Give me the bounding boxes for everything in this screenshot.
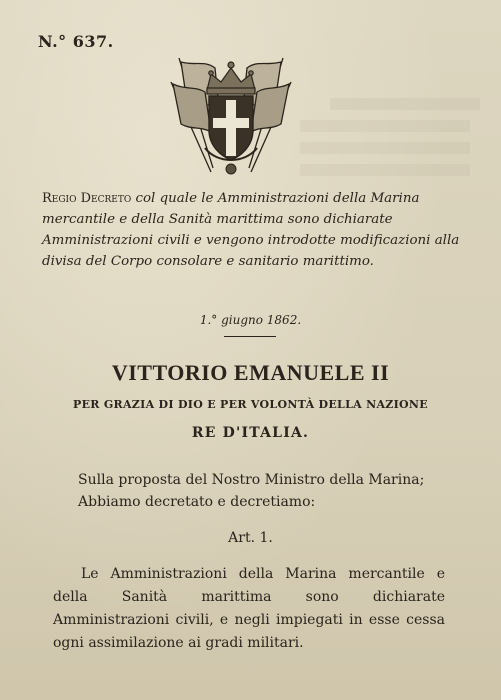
king-title: RE D'ITALIA.	[191, 425, 310, 441]
bleed-through-mark	[330, 98, 480, 110]
bleed-through-mark	[300, 142, 470, 154]
article-text: Le Amministrazioni della Marina mercantile e della Sanità marittima sono dichiarate Amministrazioni civili, e negli impiegati in esse cessa ogni assimilazione ai gradi militari.	[53, 566, 445, 651]
article-heading: Art. 1.	[228, 530, 273, 546]
decree-type-label: Regio Decreto	[42, 191, 132, 206]
bleed-through-mark	[300, 164, 470, 176]
grace-formula: PER GRAZIA DI DIO E PER VOLONTÀ DELLA NAZIONE	[73, 398, 428, 411]
decree-preamble	[42, 188, 462, 272]
savoy-coat-of-arms-icon	[165, 52, 297, 180]
divider-rule	[224, 336, 276, 337]
bleed-through-mark	[300, 120, 470, 132]
decree-subject: col quale le Amministrazioni della Marina mercantile e della Sanità marittima sono dichiarate Amministrazioni civili e vengono introdotte modificazioni alla divisa del Corpo consolare e sanitario marittimo.	[42, 191, 460, 269]
document-number: N.° 637.	[38, 32, 114, 51]
king-name: VITTORIO EMANUELE II	[111, 360, 390, 385]
decree-date: 1.° giugno 1862.	[199, 313, 302, 327]
proposal-line: Sulla proposta del Nostro Ministro della Marina;	[78, 472, 425, 488]
decree-formula: Abbiamo decretato e decretiamo:	[78, 494, 316, 510]
